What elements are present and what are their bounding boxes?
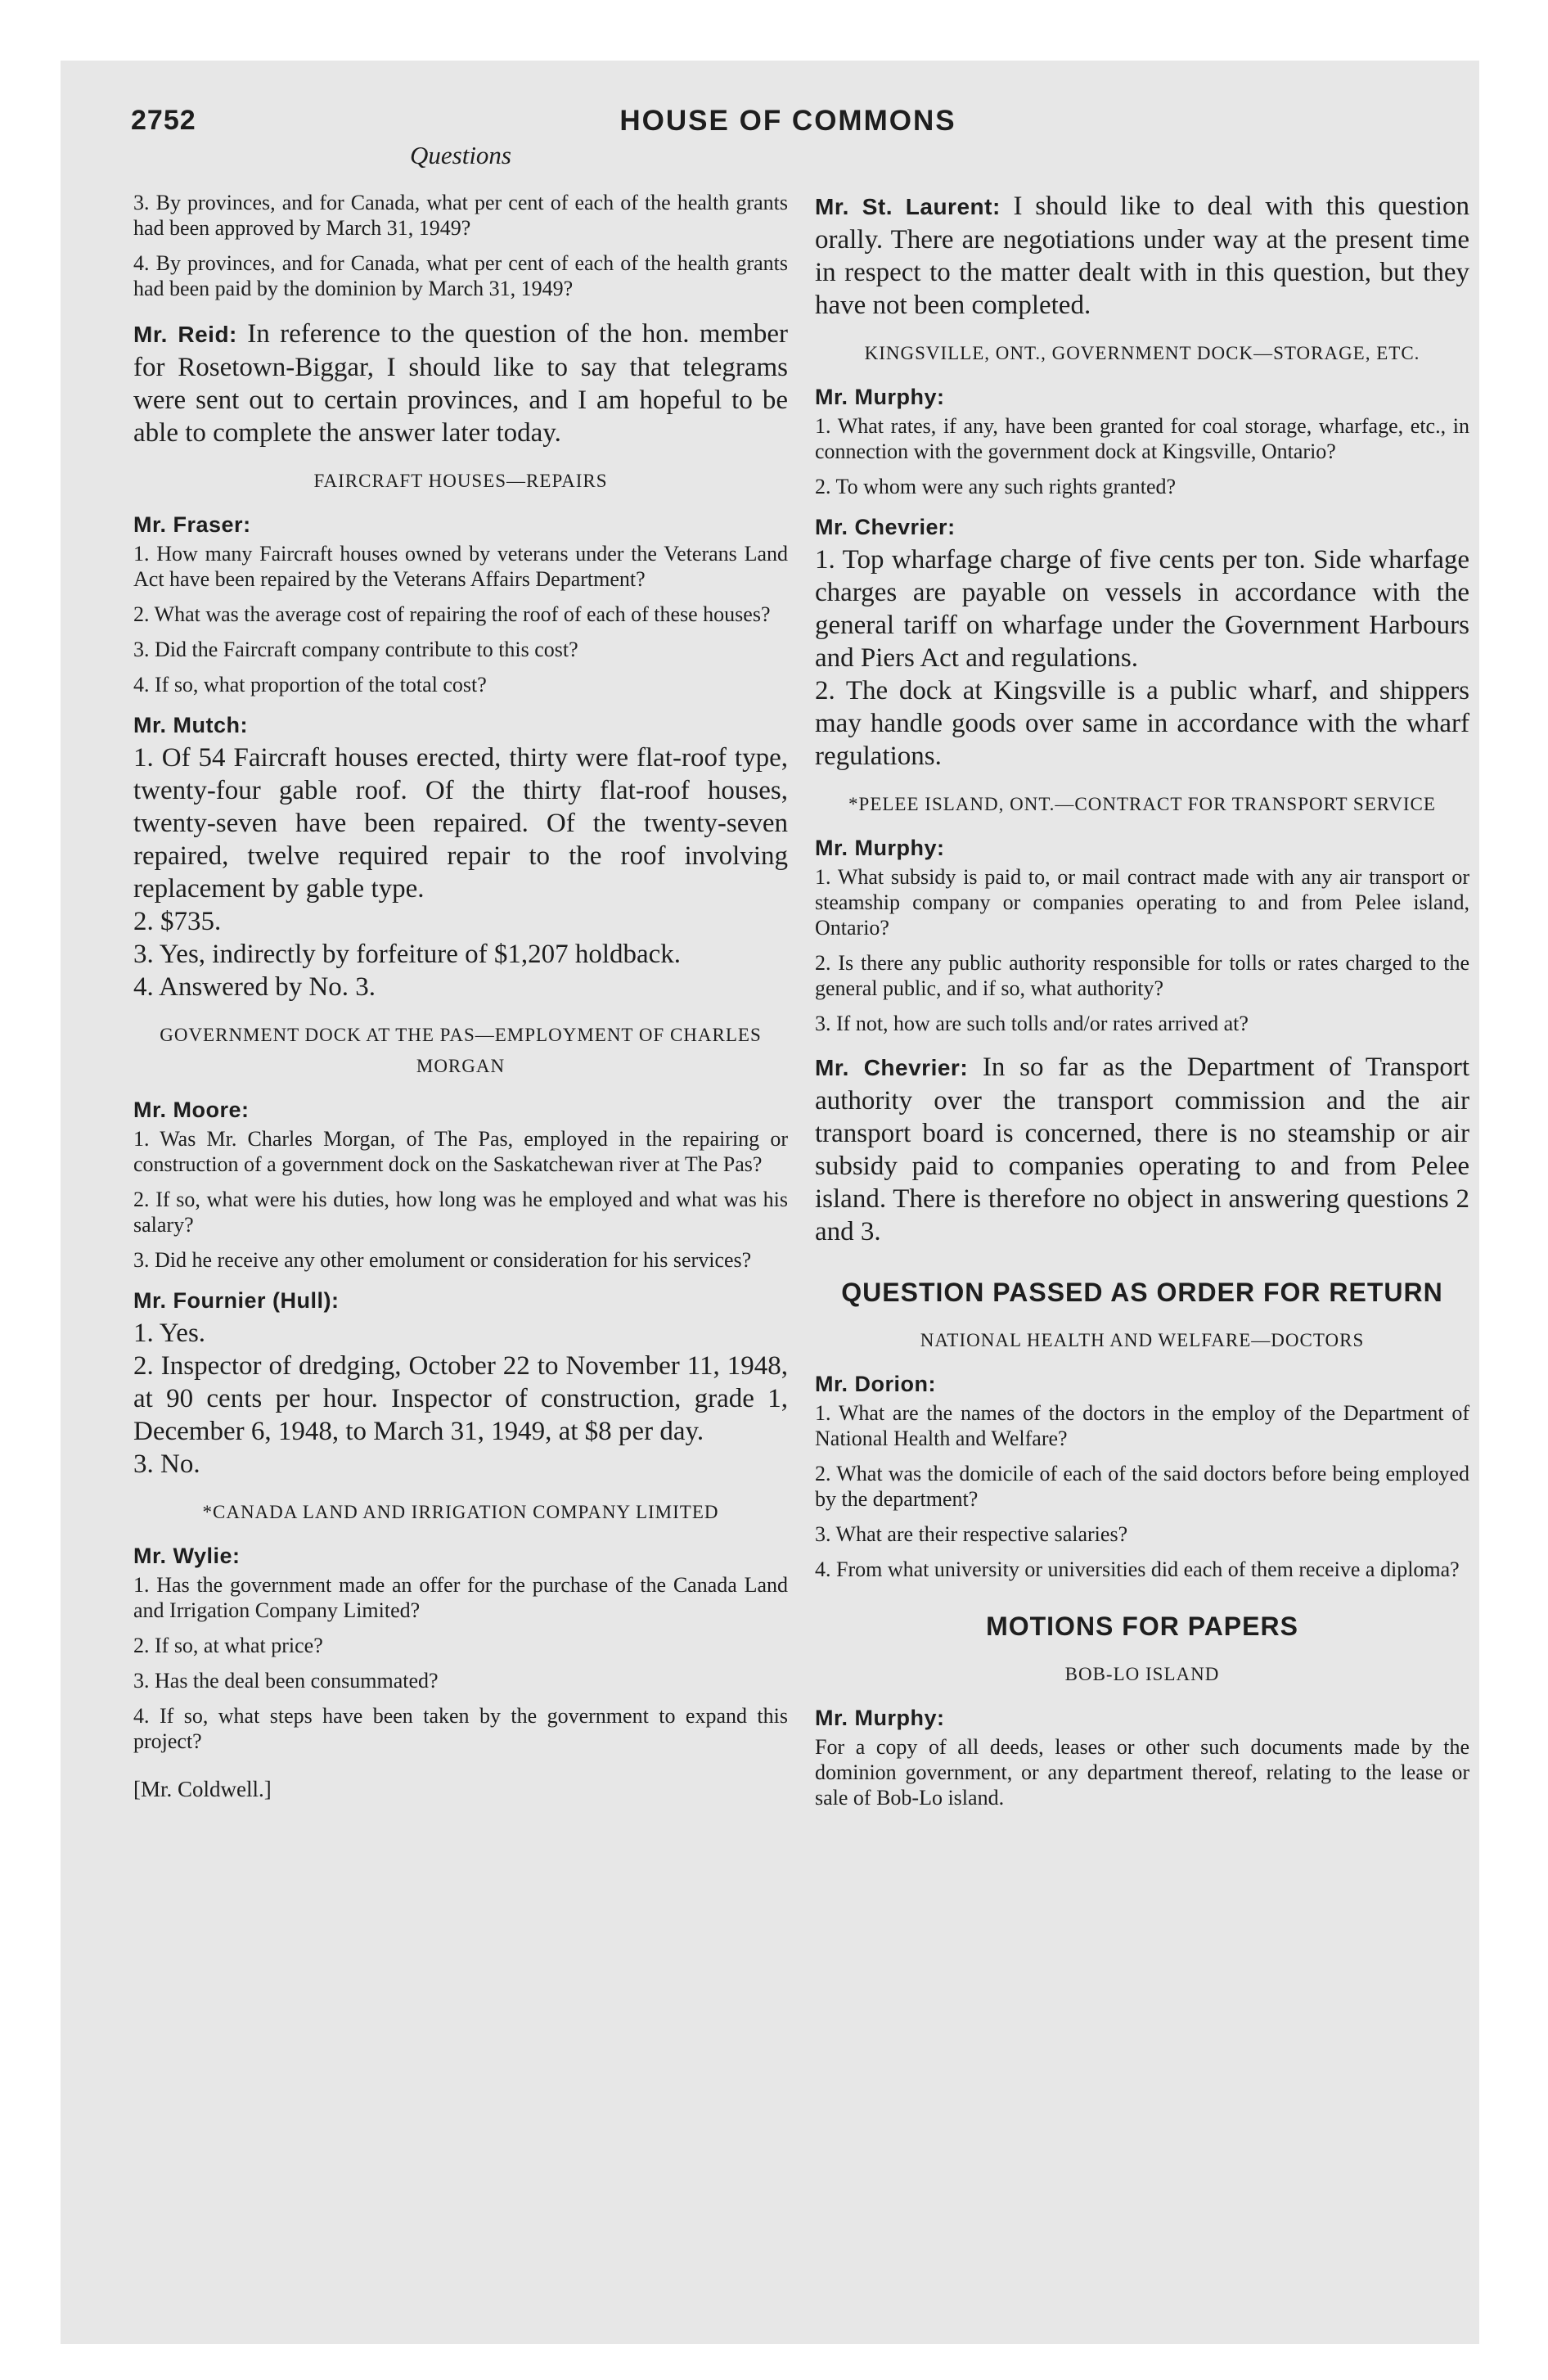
murphy-3-motion: For a copy of all deeds, leases or other such documents made by the dominion government, or any department thereof, relating to the lease or sale of Bob-Lo island.: [815, 1735, 1469, 1810]
mutch-answer-1: 1. Of 54 Faircraft houses erected, thirty were flat-roof type, twenty-four gable roof. Of the thirty flat-roof houses, twenty-seven have been repaired. Of the twenty-seven repaired, twelve required repair to the roof involving replacement by gable type.: [133, 743, 788, 904]
laurent-reply: [815, 190, 1469, 322]
wylie-question-3: 3. Has the deal been consummated?: [133, 1669, 439, 1693]
heading-canada-land: *CANADA LAND AND IRRIGATION COMPANY LIMITED: [202, 1502, 719, 1522]
fournier-answer-2: 2. Inspector of dredging, October 22 to November 11, 1948, at 90 cents per hour. Inspector of construction, grade 1, December 6, 1948, to March 31, 1949, at $8 per day.: [133, 1351, 788, 1446]
heading-pelee-island: *PELEE ISLAND, ONT.—CONTRACT FOR TRANSPORT SERVICE: [848, 794, 1436, 814]
question-health-4: 4. By provinces, and for Canada, what per cent of each of the health grants had been paid by the dominion by March 31, 1949?: [133, 251, 788, 300]
speaker-mutch: Mr. Mutch:: [133, 713, 248, 737]
chevrier-1-answer-2: 2. The dock at Kingsville is a public wharf, and shippers may handle goods over same in accordance with the wharf regulations.: [815, 676, 1469, 771]
laurent-answer: I should like to deal with this question orally. There are negotiations under way at the present time in respect to the matter dealt with in this question, but they have not been completed.: [815, 192, 1470, 320]
dorion-question-4: 4. From what university or universities did each of them receive a diploma?: [815, 1557, 1460, 1581]
fraser-question-2: 2. What was the average cost of repairing the roof of each of these houses?: [133, 602, 771, 626]
murphy-1-question-1: 1. What rates, if any, have been granted for coal storage, wharfage, etc., in connection with the government dock at Kingsville, Ontario?: [815, 414, 1469, 463]
wylie-question-4: 4. If so, what steps have been taken by the government to expand this project?: [133, 1704, 788, 1753]
page-title: HOUSE OF COMMONS: [619, 105, 956, 137]
section-subtitle: Questions: [410, 141, 511, 169]
moore-question-2: 2. If so, what were his duties, how long was he employed and what was his salary?: [133, 1188, 788, 1237]
reid-reply: [133, 318, 788, 449]
murphy-1-question-2: 2. To whom were any such rights granted?: [815, 475, 1177, 498]
dorion-question-2: 2. What was the domicile of each of the said doctors before being employed by the department?: [815, 1462, 1469, 1511]
chevrier-2-answer: In so far as the Department of Transport authority over the transport commission and the air transport board is concerned, there is no steamship or air subsidy paid to companies operating to and from Pelee island. There is therefore no object in answering questions 2 and 3.: [815, 1053, 1470, 1246]
fournier-answer-3: 3. No.: [133, 1449, 200, 1479]
speaker-murphy-3: Mr. Murphy:: [815, 1706, 945, 1730]
fraser-question-4: 4. If so, what proportion of the total cost?: [133, 673, 487, 696]
heading-faircraft: FAIRCRAFT HOUSES—REPAIRS: [313, 471, 608, 491]
mutch-answer-2: 2. $735.: [133, 907, 222, 936]
murphy-2-question-1: 1. What subsidy is paid to, or mail contract made with any air transport or steamship company or companies operating to and from Pelee island, Ontario?: [815, 865, 1469, 940]
mutch-answer-4: 4. Answered by No. 3.: [133, 972, 376, 1002]
right-column: [815, 141, 1469, 1810]
speaker-murphy-1: Mr. Murphy:: [815, 385, 945, 409]
chevrier-1-answer-1: 1. Top wharfage charge of five cents per ton. Side wharfage charges are payable on vessels in accordance with the general tariff on wharfage under the Government Harbours and Piers Act and regulations.: [815, 545, 1469, 673]
heading-order-for-return: QUESTION PASSED AS ORDER FOR RETURN: [841, 1278, 1443, 1307]
reid-answer: In reference to the question of the hon. member for Rosetown-Biggar, I should like to say that telegrams were sent out to certain provinces, and I am hopeful to be able to complete the answer later today.: [133, 319, 789, 448]
left-column: [133, 141, 788, 1803]
heading-kingsville: KINGSVILLE, ONT., GOVERNMENT DOCK—STORAGE, ETC.: [864, 343, 1420, 363]
speaker-fournier: Mr. Fournier (Hull):: [133, 1288, 340, 1313]
heading-motions-for-papers: MOTIONS FOR PAPERS: [986, 1611, 1298, 1641]
moore-question-3: 3. Did he receive any other emolument or consideration for his services?: [133, 1248, 752, 1272]
speaker-moore: Mr. Moore:: [133, 1098, 250, 1122]
speaker-st-laurent: Mr. St. Laurent:: [815, 194, 1001, 219]
wylie-question-2: 2. If so, at what price?: [133, 1634, 323, 1657]
heading-the-pas: GOVERNMENT DOCK AT THE PAS—EMPLOYMENT OF CHARLES MORGAN: [160, 1025, 762, 1076]
speaker-wylie: Mr. Wylie:: [133, 1544, 241, 1568]
murphy-2-question-2: 2. Is there any public authority responsible for tolls or rates charged to the general public, and if so, what authority?: [815, 951, 1469, 1000]
dorion-question-1: 1. What are the names of the doctors in the employ of the Department of National Health and Welfare?: [815, 1401, 1469, 1450]
question-health-3: 3. By provinces, and for Canada, what per cent of each of the health grants had been approved by March 31, 1949?: [133, 191, 788, 240]
speaker-chevrier-1: Mr. Chevrier:: [815, 515, 956, 539]
speaker-reid: Mr. Reid:: [133, 322, 237, 347]
fournier-answer-1: 1. Yes.: [133, 1318, 206, 1348]
speaker-chevrier-2: Mr. Chevrier:: [815, 1055, 969, 1080]
page-number: 2752: [131, 105, 196, 136]
chevrier-2-reply: [815, 1051, 1469, 1248]
moore-question-1: 1. Was Mr. Charles Morgan, of The Pas, employed in the repairing or construction of a government dock on the Saskatchewan river at The Pas?: [133, 1127, 788, 1176]
murphy-2-question-3: 3. If not, how are such tolls and/or rates arrived at?: [815, 1012, 1249, 1035]
wylie-question-1: 1. Has the government made an offer for the purchase of the Canada Land and Irrigation Company Limited?: [133, 1573, 788, 1622]
speaker-fraser: Mr. Fraser:: [133, 512, 251, 537]
page-header: [131, 105, 1445, 141]
fraser-question-3: 3. Did the Faircraft company contribute to this cost?: [133, 638, 578, 661]
mutch-answer-3: 3. Yes, indirectly by forfeiture of $1,207 holdback.: [133, 940, 682, 969]
footer-running-name: [Mr. Coldwell.]: [133, 1777, 272, 1801]
speaker-murphy-2: Mr. Murphy:: [815, 836, 945, 860]
speaker-dorion: Mr. Dorion:: [815, 1372, 936, 1396]
fraser-question-1: 1. How many Faircraft houses owned by veterans under the Veterans Land Act have been repaired by the Veterans Affairs Department?: [133, 542, 788, 591]
heading-doctors: NATIONAL HEALTH AND WELFARE—DOCTORS: [920, 1330, 1365, 1350]
heading-bob-lo-island: BOB-LO ISLAND: [1064, 1664, 1220, 1684]
dorion-question-3: 3. What are their respective salaries?: [815, 1522, 1128, 1546]
